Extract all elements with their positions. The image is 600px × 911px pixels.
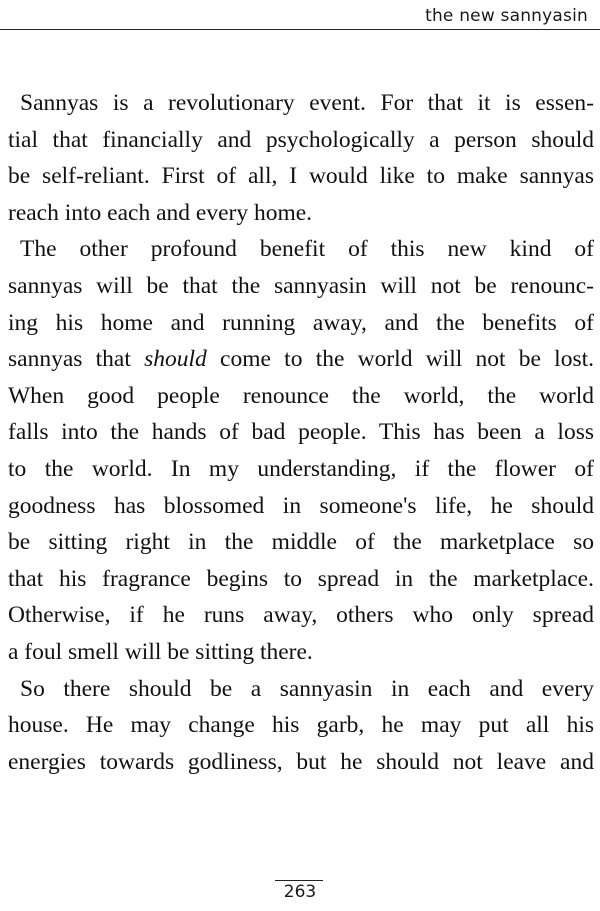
text-line: house. He may change his garb, he may put all his xyxy=(8,712,594,739)
text-line: falls into the hands of bad people. This has been a loss xyxy=(8,419,594,446)
header-rule xyxy=(0,29,600,30)
text-line: Sannyas is a revolutionary event. For that it is essen- xyxy=(20,90,594,116)
body-text xyxy=(8,85,594,780)
footer-rule xyxy=(275,880,323,881)
text-line: So there should be a sannyasin in each and every xyxy=(20,675,594,702)
paragraph xyxy=(8,85,594,231)
page-number: 263 xyxy=(283,882,317,902)
paragraph xyxy=(8,671,594,781)
text-line: The other profound benefit of this new kind of xyxy=(20,236,594,263)
emphasis: should xyxy=(144,346,207,373)
text-line: goodness has blossomed in someone's life, he should xyxy=(8,492,594,519)
text-run: come to the world will not be lost. xyxy=(206,346,594,373)
text-line: When good people renounce the world, the world xyxy=(8,382,594,409)
text-line: be self-reliant. First of all, I would like to make sannyas xyxy=(8,163,594,190)
text-line: be sitting right in the middle of the marketplace so xyxy=(8,529,594,556)
text-line xyxy=(8,341,594,378)
text-line: sannyas will be that the sannyasin will not be renounc- xyxy=(8,272,594,299)
text-line: reach into each and every home. xyxy=(8,199,313,226)
text-line: Otherwise, if he runs away, others who only spread xyxy=(8,602,594,629)
text-line: ing his home and running away, and the benefits of xyxy=(8,309,594,336)
paragraph xyxy=(8,231,594,670)
text-line: that his fragrance begins to spread in the marketplace. xyxy=(8,565,594,592)
text-line: a foul smell will be sitting there. xyxy=(8,638,313,665)
text-line: tial that financially and psychologically a person should xyxy=(8,126,594,153)
running-head: the new sannyasin xyxy=(425,6,588,26)
text-line: to the world. In my understanding, if the flower of xyxy=(8,455,594,482)
text-run: sannyas that xyxy=(8,346,145,373)
text-line: energies towards godliness, but he should not leave and xyxy=(8,748,594,775)
